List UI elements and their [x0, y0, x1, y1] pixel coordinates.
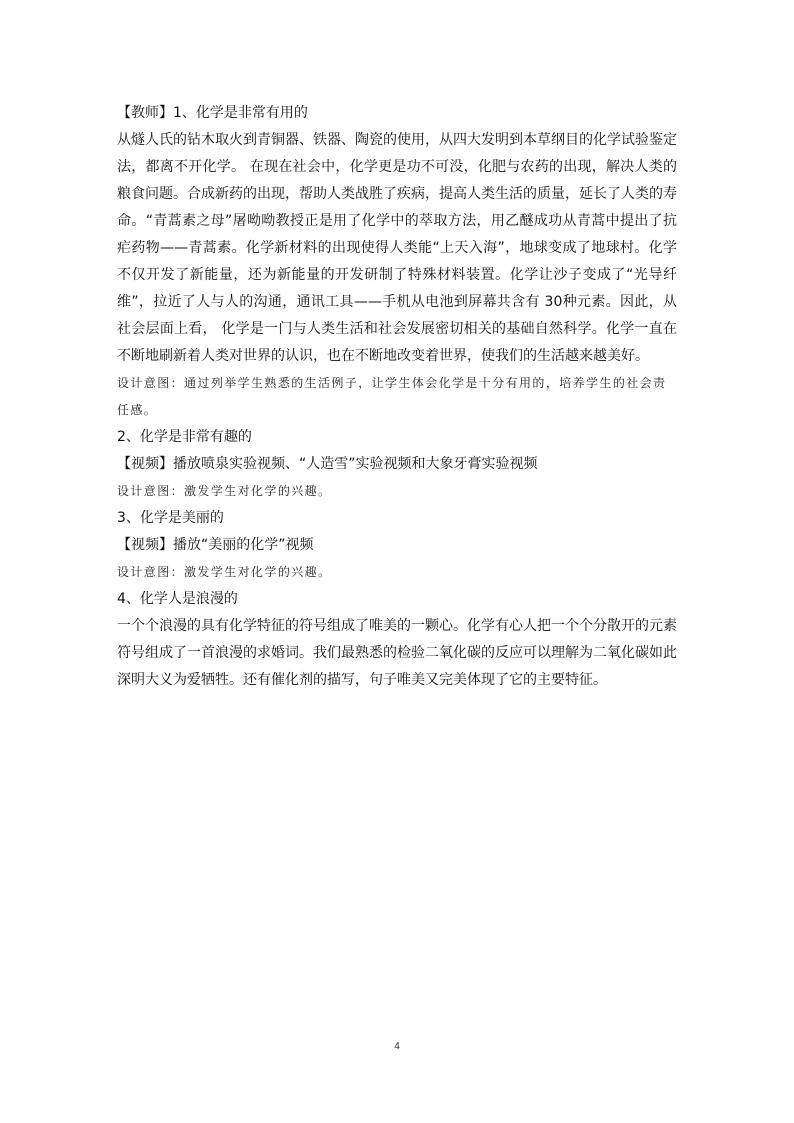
section1-heading: [117, 100, 677, 127]
design-intent-label: 设计意图：: [117, 565, 185, 579]
design-intent-text: 通过列举学生熟悉的生活例子，让学生体会化学是十分有用的，培养学生的社会责任感。: [117, 376, 667, 417]
section3-design-intent: [117, 559, 677, 586]
section4-body: 一个个浪漫的具有化学特征的符号组成了唯美的一颗心。化学有心人把一个个分散开的元素符号组成了一首浪漫的求婚词。我们最熟悉的检验二氧化碳的反应可以理解为二氧化碳如此深明大义为爱牺牲。还有催化剂的描写，句子唯美又完美体现了它的主要特征。: [117, 618, 677, 688]
page-number: 4: [394, 1041, 400, 1052]
section1-body: 从燧人氏的钻木取火到青铜器、铁器、陶瓷的使用，从四大发明到本草纲目的化学试验鉴定法，都离不开化学。 在现在社会中，化学更是功不可没，化肥与农药的出现，解决人类的粮食问题。合成新药的出现，帮助人类战胜了疾病，提高人类生活的质量，延长了人类的寿命。“青蒿素之母”屠呦呦教授正是用了化学中的萃取方法，用乙醚成功从青蒿中提出了抗疟药物——青蒿素。化学新材料的出现使得人类能“上天入海”，地球变成了地球村。化学不仅开发了新能量，还为新能量的开发研制了特殊材料装置。化学让沙子变成了“光导纤维”，拉近了人与人的沟通，通讯工具——手机从电池到屏幕共含有 30种元素。因此，从社会层面上看， 化学是一门与人类生活和社会发展密切相关的基础自然科学。化学一直在不断地刷新着人类对世界的认识，也在不断地改变着世界，使我们的生活越来越美好。: [117, 132, 677, 364]
section3-video: [117, 532, 677, 559]
section2-video: [117, 451, 677, 478]
section3-heading: 3、化学是美丽的: [117, 510, 224, 526]
design-intent-text: 激发学生对化学的兴趣。: [184, 484, 332, 498]
section4-heading: 4、化学人是浪漫的: [117, 591, 238, 607]
design-intent-text: 激发学生对化学的兴趣。: [184, 565, 332, 579]
video-tag: 【视频】: [117, 537, 173, 553]
section2-heading: 2、化学是非常有趣的: [117, 429, 252, 445]
section2-design-intent: [117, 478, 677, 505]
document-content: [117, 100, 677, 694]
section1-design-intent: [117, 370, 677, 424]
video-tag: 【视频】: [117, 456, 173, 472]
teacher-tag: 【教师】: [117, 105, 173, 121]
section2-video-text: 播放喷泉实验视频、“人造雪”实验视频和大象牙膏实验视频: [173, 456, 538, 472]
section3-video-text: 播放“美丽的化学”视频: [173, 537, 314, 553]
design-intent-label: 设计意图：: [117, 484, 185, 498]
section1-heading-text: 1、化学是非常有用的: [173, 105, 308, 121]
design-intent-label: 设计意图：: [117, 376, 185, 390]
